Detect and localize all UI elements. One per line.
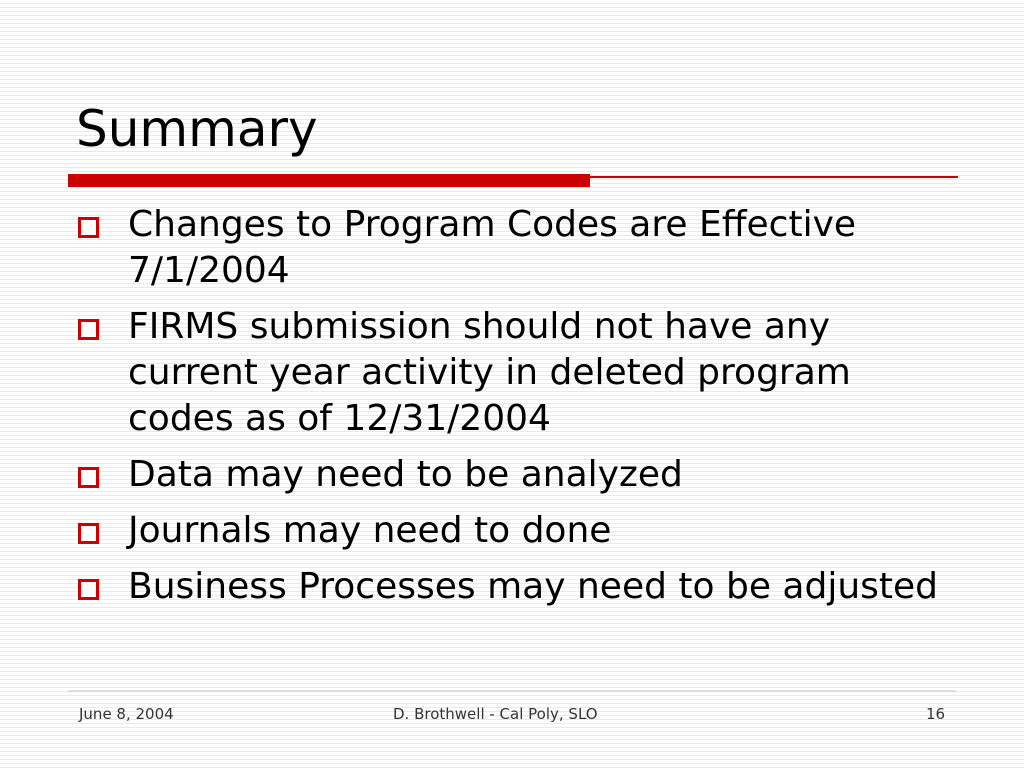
bullet-text: Changes to Program Codes are Effective 7/1/2004 [128,204,857,291]
bullet-item [76,304,956,442]
bullet-text: FIRMS submission should not have any current year activity in deleted program codes as of 12/31/2004 [128,306,851,439]
bullet-item [76,452,956,498]
footer-author: D. Brothwell - Cal Poly, SLO [393,705,598,723]
hollow-square-icon [78,579,99,600]
hollow-square-icon [78,319,99,340]
bullet-item [76,202,956,294]
footer-divider [68,690,956,692]
slide-title: Summary [76,100,318,158]
title-underline-thick [68,174,590,187]
page-number: 16 [926,705,946,723]
title-underline-thin [590,176,958,178]
footer-date: June 8, 2004 [79,705,174,723]
bullet-item [76,508,956,554]
bullet-text: Journals may need to done [128,510,612,551]
bullet-list [76,202,956,620]
bullet-text: Business Processes may need to be adjusted [128,566,939,607]
bullet-text: Data may need to be analyzed [128,454,683,495]
hollow-square-icon [78,217,99,238]
hollow-square-icon [78,523,99,544]
bullet-item [76,564,956,610]
hollow-square-icon [78,467,99,488]
